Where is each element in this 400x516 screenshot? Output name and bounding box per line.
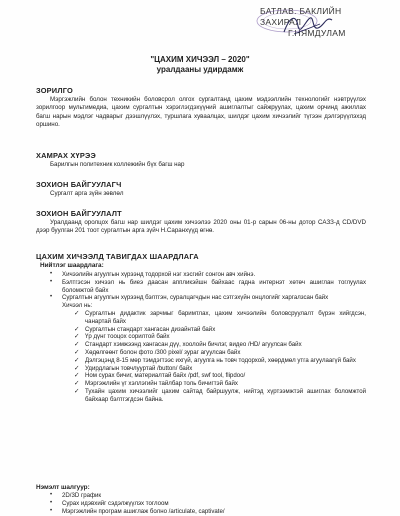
signature-icon	[280, 10, 340, 40]
general-requirements-label: Нийтлэг шаардлага:	[40, 262, 104, 269]
goal-heading: ЗОРИЛГО	[36, 86, 73, 95]
bullet-dot-icon: •	[50, 492, 53, 498]
list-item: • Сурах идэвхийг сэдэлжүүлэх тоглоом	[50, 499, 169, 507]
bullet-dot-icon: •	[50, 271, 53, 277]
bullet-dot-icon: •	[50, 278, 53, 285]
checkmark-icon: ✓	[74, 387, 80, 395]
goal-text: Мэргэжлийн болон техникийн боловсрол олгох сургалтанд цахим мэдээллийн технологийг нэвтрүүлэх зорилгоор мультимедиа, цахим сургалтын хэрэглэгдэхүүний ашиглалтыг сайжруулах, цахим орчинд ажиллах багш нарын мэдлэг чадварыг дээшлүүлэх, туршлага хуваалцах, шилдэг цахим хичээлийг түгээн дэлгэрүүлэхэд оршино.	[36, 96, 366, 129]
lesson-label: Хичээл нь:	[62, 302, 93, 310]
approval-block	[260, 6, 376, 39]
checkmark-icon: ✓	[74, 380, 80, 388]
approval-title: БАТЛАВ. БАКЛИЙН ЗАХИРАЛ	[260, 6, 342, 27]
list-item: • Мэргэжлийн програм ашиглаж болно /articulate, captivate/	[50, 507, 225, 515]
bullet-dot-icon: •	[50, 294, 53, 301]
list-item: ✓ Удирдлагын товчлууртай /button/ байх	[74, 364, 193, 372]
lesson-requirements-list	[62, 310, 366, 404]
list-item: ✓ Тухайн цахим хичээлийг цахим сайтад байршуулж, нийтэд хүртээмжтэй ашиглах боломжтой байхаар бэлтгэгдсэн байна.	[74, 387, 366, 403]
checkmark-icon: ✓	[74, 309, 80, 317]
list-item: • 2D/3D график	[50, 492, 102, 499]
extra-criteria-label: Нэмэлт шалгуур:	[36, 484, 90, 491]
extra-criteria-list	[50, 492, 366, 515]
organizer-text: Сургалт арга зүйн зөвлөл	[50, 190, 124, 197]
list-item: • Бэлтгэсэн хичээл нь биеэ даасан аппликэйшн байхаас гадна интернэт хөтөч ашиглан тоглуулах боломжтой байх	[50, 278, 366, 294]
scope-text: Барилгын политехник коллежийн бүх багш нар	[50, 161, 185, 168]
bullet-dot-icon: •	[50, 507, 53, 514]
list-item: ✓ Сургалтын стандарт хангасан дизайнтай байх	[74, 325, 216, 333]
checkmark-icon: ✓	[74, 333, 80, 341]
organization-text: Уралдаанд оролцох багш нар шилдэг цахим хичээлээ 2020 оны 01-р сарын 06-ны дотор САЗЗ-д CD/DVD дээр буулган 201 тоот сургалтын арга зүйч Н.Саранхүүд өгнө.	[36, 219, 366, 235]
list-item: • Хичээлийн агуулгын хүрээнд тодорхой нэг хэсгийг сонгон авч хийнэ.	[50, 271, 256, 278]
organizer-heading: ЗОХИОН БАЙГУУЛАГЧ	[36, 180, 122, 189]
list-item: ✓ Сургалтын дидактик зарчмыг баримтлах, цахим хичээлийн боловсруулалт бүрэн хийгдсэн, чанартай байх	[74, 309, 366, 325]
scope-heading: ХАМРАХ ХҮРЭЭ	[36, 151, 96, 160]
requirements-heading: ЦАХИМ ХИЧЭЭЛД ТАВИГДАХ ШААРДЛАГА	[36, 252, 199, 261]
list-item: ✓ Үр дүнг тооцох сорилтой байх	[74, 333, 170, 341]
list-item: ✓ Мэргэжлийн үг хэллэгийн тайлбар толь бичигтэй байх	[74, 380, 238, 388]
list-item: ✓ Хөдөлгөөнт болон фото /300 pixel/ зураг агуулсан байх	[74, 348, 241, 356]
organization-heading: ЗОХИОН БАЙГУУЛАЛТ	[36, 209, 122, 218]
lesson-requirements	[50, 302, 366, 403]
list-item: ✓ Стандарт хэмжээнд хангасан дүү, хоолойн бичлэг, видео /HD/ агуулсан байх	[74, 341, 302, 349]
bullet-dot-icon: •	[50, 499, 53, 506]
checkmark-icon: ✓	[74, 325, 80, 333]
document-subtitle: уралдааны удирдамж	[156, 65, 244, 74]
document-title: "ЦАХИМ ХИЧЭЭЛ – 2020"	[150, 55, 250, 64]
approver-name: Г.НЯМДУЛАМ	[288, 28, 346, 38]
checkmark-icon: ✓	[74, 372, 80, 380]
list-item: • Сургалтын агуулгын хүрээнд бэлтгэн, суралцагчдын нас сэтгэхүйн онцлогийг харгалзсан байх	[50, 294, 329, 302]
checkmark-icon: ✓	[74, 341, 80, 349]
checkmark-icon: ✓	[74, 364, 80, 372]
general-requirements-list	[50, 271, 366, 404]
checkmark-icon: ✓	[74, 348, 80, 356]
list-item: ✓ Ном сурах бичиг, материалтай байх /pdf, swf tool, flipdoo/	[74, 372, 246, 380]
checkmark-icon: ✓	[74, 356, 80, 364]
list-item: ✓ Дэлгэцэнд 8-15 мөр тэмдэгтээс ихгүй, агуулга нь товч тодорхой, хөөрдмөл утга агуулаагүй байх	[74, 356, 356, 364]
